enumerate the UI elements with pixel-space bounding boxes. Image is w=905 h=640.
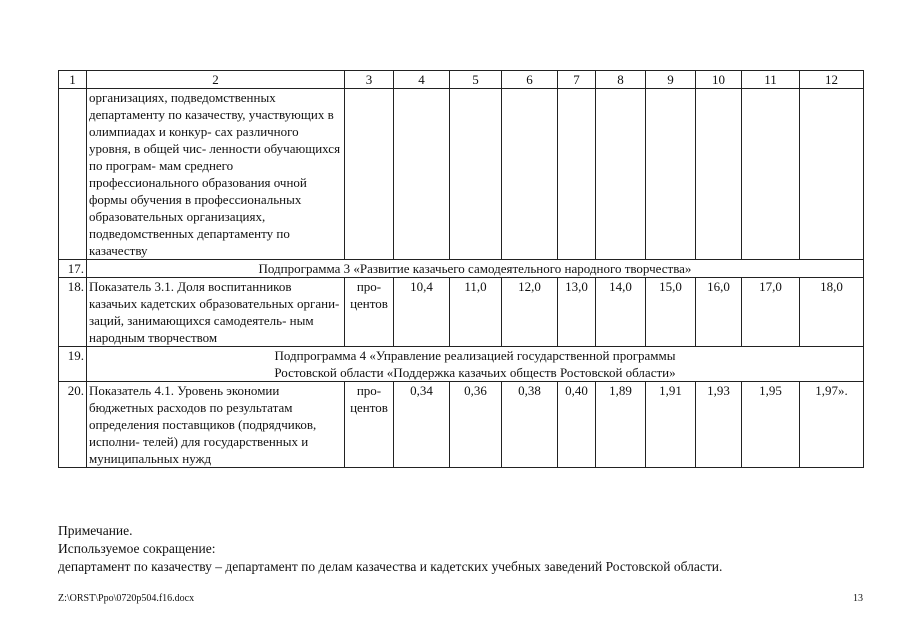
- header-cell-1: 1: [59, 71, 87, 89]
- header-cell-8: 8: [596, 71, 646, 89]
- header-cell-7: 7: [558, 71, 596, 89]
- value-cell: 1,89: [596, 382, 646, 468]
- note-abbreviation-definition: департамент по казачеству – департамент по делам казачества и кадетских учебных заведений Ростовской области.: [58, 559, 723, 574]
- subprogram-title-line: Подпрограмма 4 «Управление реализацией государственной программы: [274, 348, 676, 363]
- empty-cell: [646, 89, 696, 260]
- value-cell: 18,0: [800, 278, 864, 347]
- indicator-text: Показатель 3.1. Доля воспитанников казачьих кадетских образовательных органи- заций, занимающихся самодеятель- ным народным творчеством: [87, 278, 345, 347]
- value-cell: 1,95: [742, 382, 800, 468]
- value-cell: 0,34: [394, 382, 450, 468]
- unit-cell: про- центов: [345, 278, 394, 347]
- row-number: 17.: [59, 260, 87, 278]
- header-row: [59, 71, 864, 89]
- header-cell-4: 4: [394, 71, 450, 89]
- value-cell: 1,93: [696, 382, 742, 468]
- indicator-text: Показатель 4.1. Уровень экономии бюджетных расходов по результатам определения поставщиков (подрядчиков, исполни- телей) для государственных и муниципальных нужд: [87, 382, 345, 468]
- indicator-text: организациях, подведомственных департаменту по казачеству, участвующих в олимпиадах и конкур- сах различного уровня, в общей чис- ленности обучающихся по програм- мам среднего профессионального образования очной формы обучения в профессиональных образовательных организациях, подведомственных департаменту по казачеству: [87, 89, 345, 260]
- subprogram-title-line: Ростовской области «Поддержка казачьих обществ Ростовской области»: [274, 365, 676, 380]
- value-cell: 1,91: [646, 382, 696, 468]
- page-footer: [58, 593, 863, 604]
- empty-cell: [558, 89, 596, 260]
- note-heading: Примечание.: [58, 523, 133, 538]
- empty-cell: [696, 89, 742, 260]
- value-cell: 0,40: [558, 382, 596, 468]
- empty-cell: [800, 89, 864, 260]
- row-number: 20.: [59, 382, 87, 468]
- subprogram-row: [59, 260, 864, 278]
- empty-cell: [742, 89, 800, 260]
- empty-cell: [345, 89, 394, 260]
- value-cell: 0,38: [502, 382, 558, 468]
- value-cell: 16,0: [696, 278, 742, 347]
- header-cell-11: 11: [742, 71, 800, 89]
- row-number: [59, 89, 87, 260]
- empty-cell: [596, 89, 646, 260]
- value-cell: 14,0: [596, 278, 646, 347]
- notes-block: [58, 522, 878, 576]
- continuation-row: [59, 89, 864, 260]
- empty-cell: [394, 89, 450, 260]
- value-cell: 1,97».: [800, 382, 864, 468]
- value-cell: 15,0: [646, 278, 696, 347]
- empty-cell: [502, 89, 558, 260]
- page-number: 13: [853, 593, 863, 604]
- header-cell-2: 2: [87, 71, 345, 89]
- subprogram-title: [87, 347, 864, 382]
- value-cell: 13,0: [558, 278, 596, 347]
- header-cell-12: 12: [800, 71, 864, 89]
- indicator-row: [59, 278, 864, 347]
- value-cell: 0,36: [450, 382, 502, 468]
- file-path: Z:\ORST\Ppo\0720p504.f16.docx: [58, 593, 195, 604]
- header-cell-6: 6: [502, 71, 558, 89]
- note-abbreviation-label: Используемое сокращение:: [58, 541, 216, 556]
- row-number: 19.: [59, 347, 87, 382]
- header-cell-5: 5: [450, 71, 502, 89]
- header-cell-10: 10: [696, 71, 742, 89]
- value-cell: 10,4: [394, 278, 450, 347]
- header-cell-3: 3: [345, 71, 394, 89]
- row-number: 18.: [59, 278, 87, 347]
- value-cell: 17,0: [742, 278, 800, 347]
- header-cell-9: 9: [646, 71, 696, 89]
- indicator-row: [59, 382, 864, 468]
- value-cell: 12,0: [502, 278, 558, 347]
- value-cell: 11,0: [450, 278, 502, 347]
- subprogram-row: [59, 347, 864, 382]
- subprogram-title: Подпрограмма 3 «Развитие казачьего самодеятельного народного творчества»: [87, 260, 864, 278]
- unit-cell: про- центов: [345, 382, 394, 468]
- empty-cell: [450, 89, 502, 260]
- indicators-table: [58, 70, 864, 468]
